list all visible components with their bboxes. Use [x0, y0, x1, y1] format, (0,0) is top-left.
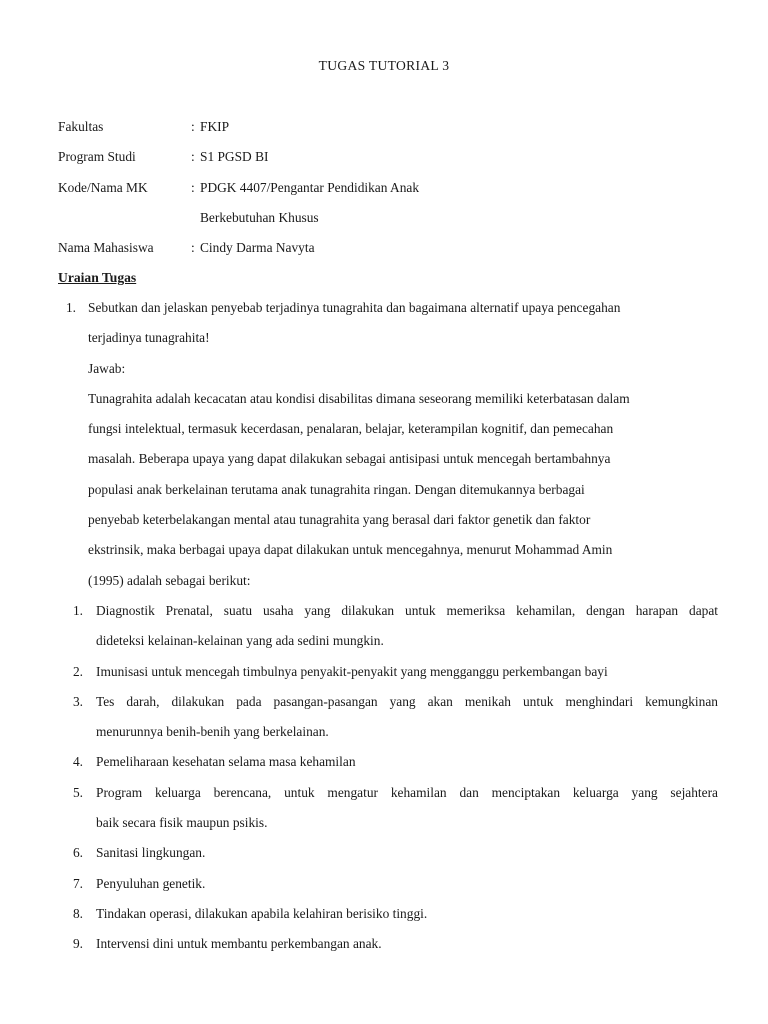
meta-value: Cindy Darma Navyta — [200, 240, 315, 256]
list-item — [58, 844, 718, 874]
meta-row-nama-mahasiswa — [58, 239, 718, 269]
meta-colon: : — [191, 119, 195, 134]
list-item-number: 5. — [72, 784, 83, 800]
question-line-continuation: terjadinya tunagrahita! — [88, 330, 210, 346]
list-item-number: 7. — [72, 875, 83, 891]
list-item-number: 2. — [72, 663, 83, 679]
question-line — [58, 299, 718, 329]
meta-label: Program Studi — [58, 149, 136, 165]
list-item — [58, 935, 718, 965]
task-body — [58, 299, 718, 966]
answer-paragraph-line: fungsi intelektual, termasuk kecerdasan, penalaran, belajar, keterampilan kognitif, dan pemecahan — [88, 421, 614, 437]
answer-paragraph-line: populasi anak berkelainan terutama anak tunagrahita ringan. Dengan ditemukannya berbagai — [88, 481, 585, 497]
meta-block — [58, 118, 718, 269]
list-item-text: Penyuluhan genetik. — [96, 875, 206, 891]
list-item — [58, 905, 718, 935]
question-number: 1. — [65, 300, 76, 315]
meta-colon: : — [191, 240, 195, 256]
list-item-number: 6. — [72, 845, 83, 861]
answer-paragraph-line: Tunagrahita adalah kecacatan atau kondisi disabilitas dimana seseorang memiliki keterbatasan dalam — [88, 390, 630, 406]
list-item-text: Tindakan operasi, dilakukan apabila kelahiran berisiko tinggi. — [96, 905, 428, 921]
list-item-text: Imunisasi untuk mencegah timbulnya penyakit-penyakit yang mengganggu perkembangan bayi — [96, 663, 608, 679]
meta-colon: : — [191, 149, 195, 165]
list-item-text: Program keluarga berencana, untuk mengatur kehamilan dan menciptakan keluarga yang sejahtera — [96, 784, 718, 800]
list-item — [58, 875, 718, 905]
list-item-number: 9. — [72, 936, 83, 952]
meta-row-fakultas — [58, 118, 718, 148]
answer-paragraph-line: (1995) adalah sebagai berikut: — [88, 572, 251, 588]
list-item-number: 3. — [72, 693, 83, 709]
list-item-continuation: dideteksi kelainan-kelainan yang ada sedini mungkin. — [96, 633, 384, 649]
meta-row-kode-nama-mk — [58, 179, 718, 209]
question-text: Sebutkan dan jelaskan penyebab terjadinya tunagrahita dan bagaimana alternatif upaya pencegahan — [88, 300, 621, 315]
list-item-text: Intervensi dini untuk membantu perkembangan anak. — [96, 936, 382, 952]
list-item — [58, 693, 718, 723]
meta-value: FKIP — [200, 119, 230, 134]
list-item-text: Pemeliharaan kesehatan selama masa kehamilan — [96, 754, 356, 770]
list-item-continuation: menurunnya benih-benih yang berkelainan. — [96, 724, 329, 740]
answer-paragraph-line: penyebab keterbelakangan mental atau tunagrahita yang berasal dari faktor genetik dan faktor — [88, 512, 591, 528]
list-item — [58, 784, 718, 814]
list-item-text: Diagnostik Prenatal, suatu usaha yang dilakukan untuk memeriksa kehamilan, dengan harapan dapat — [96, 602, 718, 618]
list-item-number: 1. — [72, 602, 83, 618]
prevention-list — [58, 602, 718, 966]
meta-colon-empty — [191, 209, 200, 239]
list-item-number: 4. — [72, 754, 83, 770]
document-title: TUGAS TUTORIAL 3 — [318, 58, 450, 73]
list-item-text: Tes darah, dilakukan pada pasangan-pasangan yang akan menikah untuk menghindari kemungkinan — [96, 693, 718, 709]
list-item — [58, 602, 718, 632]
meta-row-kode-nama-mk-continuation — [58, 209, 718, 239]
answer-paragraph-line: ekstrinsik, maka berbagai upaya dapat dilakukan untuk mencegahnya, menurut Mohammad Amin — [88, 542, 613, 558]
meta-value: PDGK 4407/Pengantar Pendidikan Anak — [200, 179, 420, 195]
meta-value-continuation: Berkebutuhan Khusus — [200, 209, 319, 225]
meta-label: Kode/Nama MK — [58, 179, 148, 195]
list-item — [58, 753, 718, 783]
answer-label: Jawab: — [88, 360, 126, 376]
meta-label: Fakultas — [58, 119, 104, 134]
meta-label-empty — [58, 209, 191, 239]
list-item-text: Sanitasi lingkungan. — [96, 845, 206, 861]
list-item-continuation: baik secara fisik maupun psikis. — [96, 815, 268, 831]
meta-value: S1 PGSD BI — [200, 149, 269, 165]
meta-label: Nama Mahasiswa — [58, 240, 154, 256]
list-item — [58, 663, 718, 693]
list-item-number: 8. — [72, 905, 83, 921]
answer-paragraph-line: masalah. Beberapa upaya yang dapat dilakukan sebagai antisipasi untuk mencegah bertambahnya — [88, 451, 611, 467]
section-heading: Uraian Tugas — [58, 270, 137, 285]
meta-colon: : — [191, 179, 195, 195]
meta-row-program-studi — [58, 148, 718, 178]
